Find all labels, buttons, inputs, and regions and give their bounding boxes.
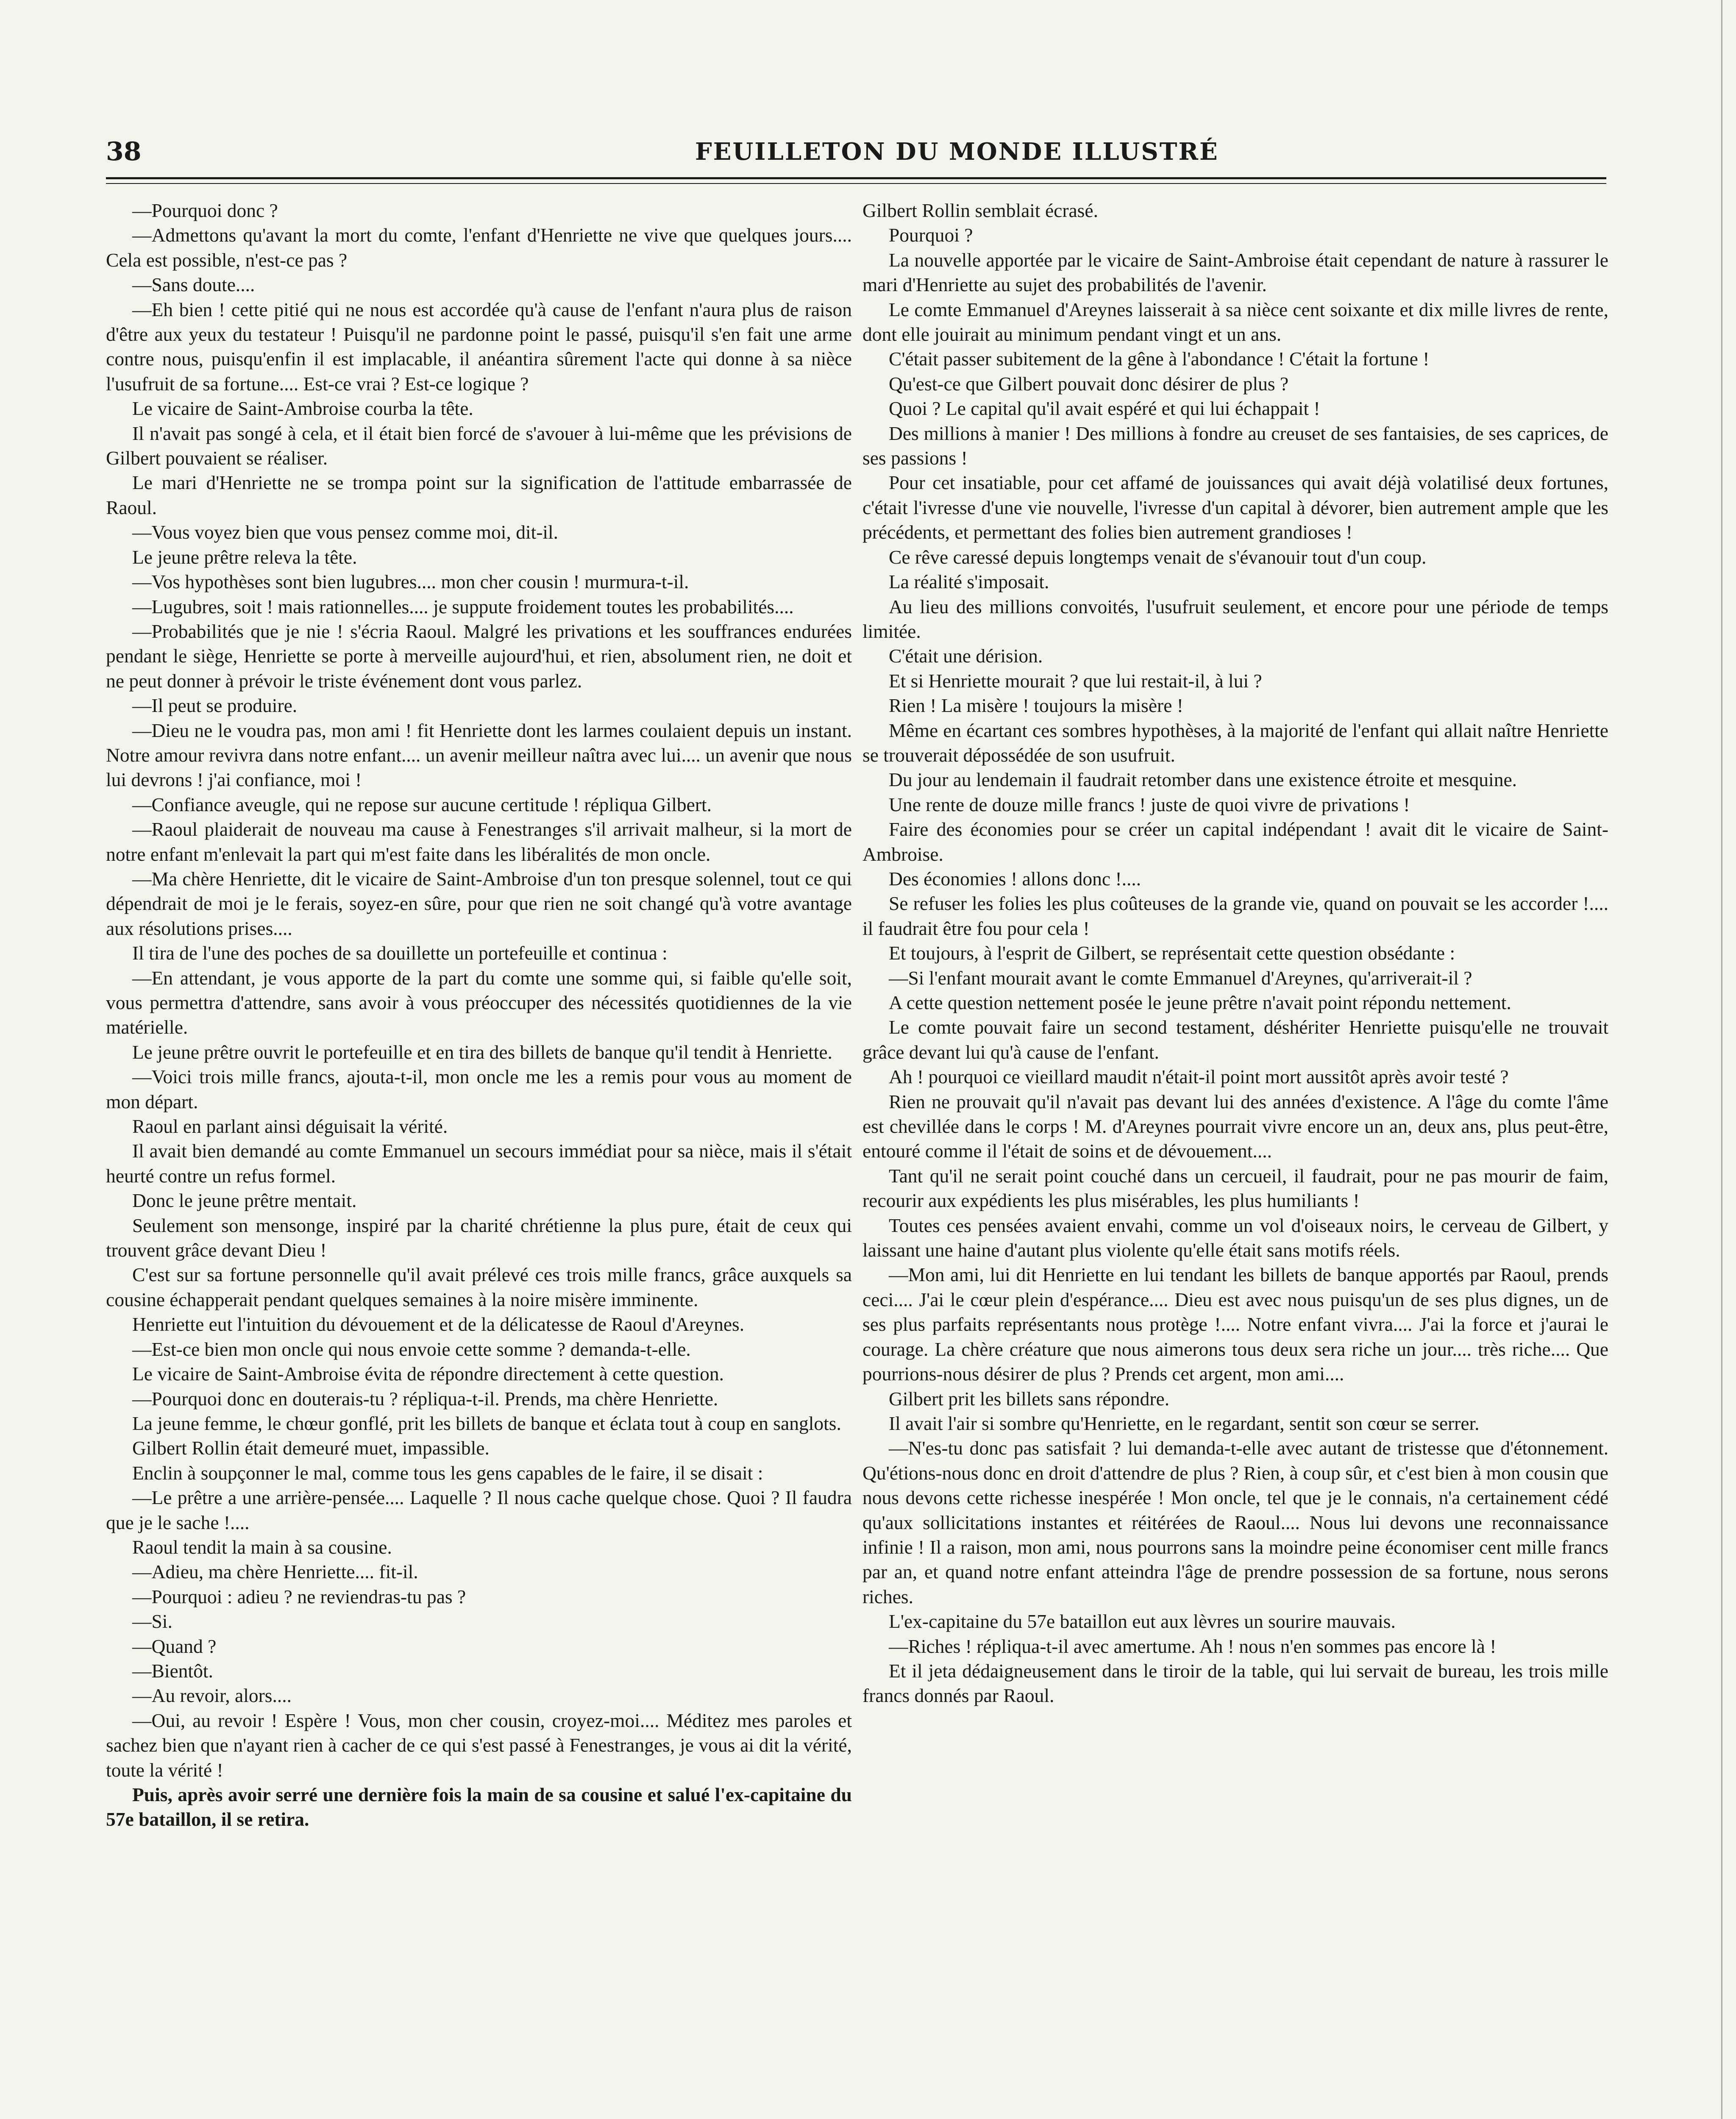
paragraph: —Lugubres, soit ! mais rationnelles.... je suppute froidement toutes les probabilités.... <box>132 595 794 617</box>
header-rule <box>106 177 1606 179</box>
paragraph: Et toujours, à l'esprit de Gilbert, se représentait cette question obsédante : <box>889 942 1455 964</box>
paragraph: Rien ! La misère ! toujours la misère ! <box>889 695 1183 717</box>
paragraph: Une rente de douze mille francs ! juste de quoi vivre de privations ! <box>889 793 1410 815</box>
paragraph: —Pourquoi : adieu ? ne reviendras-tu pas ? <box>132 1585 466 1607</box>
paragraph: C'est sur sa fortune personnelle qu'il avait prélevé ces trois mille francs, grâce auxquels sa cousine échapperait pendant quelques semaines à la noire misère imminente. <box>106 1264 852 1310</box>
paragraph: —Voici trois mille francs, ajouta-t-il, mon oncle me les a remis pour vous au moment de mon départ. <box>106 1066 852 1112</box>
paragraph: —Si. <box>132 1610 172 1632</box>
paragraph: Raoul en parlant ainsi déguisait la vérité. <box>132 1115 448 1137</box>
paragraph: —Mon ami, lui dit Henriette en lui tendant les billets de banque apportés par Raoul, prends ceci.... J'ai le cœur plein d'espérance.... Dieu est avec nous puisqu'un de ses plus dignes, un de ses plus parfaits représentants nous protège !.... Notre enfant vivra.... J'ai la force et j'aurai le courage. La chère créature que nous aimerons tous deux sera riche un jour.... très riche.... Que pourrions-nous désirer de plus ? Prends cet argent, mon ami.... <box>862 1264 1608 1385</box>
paragraph: Même en écartant ces sombres hypothèses, à la majorité de l'enfant qui allait naître Henriette se trouverait dépossédée de son usufruit. <box>862 719 1608 766</box>
paragraph: —Oui, au revoir ! Espère ! Vous, mon cher cousin, croyez-moi.... Méditez mes paroles et sachez bien que n'ayant rien à cacher de ce qui s'est passé à Fenestranges, je vous ai dit la vérité, toute la vérité ! <box>106 1709 852 1781</box>
paragraph: —Riches ! répliqua-t-il avec amertume. Ah ! nous n'en sommes pas encore là ! <box>889 1635 1497 1657</box>
paragraph: Se refuser les folies les plus coûteuses de la grande vie, quand on pouvait se les accorder !.... il faudrait être fou pour cela ! <box>862 893 1608 939</box>
paragraph: —Eh bien ! cette pitié qui ne nous est accordée qu'à cause de l'enfant n'aura plus de raison d'être aux yeux du testateur ! Puisqu'il ne pardonne point le passé, puisqu'il s'en fait une arme contre nous, puisqu'enfin il est implacable, il anéantira sûrement l'acte qui donne à sa nièce l'usufruit de sa fortune.... Est-ce vrai ? Est-ce logique ? <box>106 298 852 395</box>
paragraph: La nouvelle apportée par le vicaire de Saint-Ambroise était cependant de nature à rassurer le mari d'Henriette au sujet des probabilités de l'avenir. <box>862 249 1608 296</box>
paragraph: La jeune femme, le chœur gonflé, prit les billets de banque et éclata tout à coup en sanglots. <box>132 1412 841 1434</box>
paragraph: —Le prêtre a une arrière-pensée.... Laquelle ? Il nous cache quelque chose. Quoi ? Il faudra que je le sache !.... <box>106 1487 852 1533</box>
paragraph: Il avait l'air si sombre qu'Henriette, en le regardant, sentit son cœur se serrer. <box>889 1412 1480 1434</box>
paragraph: —Si l'enfant mourait avant le comte Emmanuel d'Areynes, qu'arriverait-il ? <box>889 967 1472 989</box>
paragraph: —Vous voyez bien que vous pensez comme moi, dit-il. <box>132 521 559 543</box>
paragraph: A cette question nettement posée le jeune prêtre n'avait point répondu nettement. <box>889 992 1511 1013</box>
paragraph: Pour cet insatiable, pour cet affamé de jouissances qui avait déjà volatilisé deux fortunes, c'était l'ivresse d'une vie nouvelle, l'ivresse d'un capital à dévorer, bien autrement ample que les précédents, et permettant des folies bien autrement grandioses ! <box>862 472 1608 543</box>
paragraph: Et il jeta dédaigneusement dans le tiroir de la table, qui lui servait de bureau, les trois mille francs donnés par Raoul. <box>862 1660 1608 1707</box>
paragraph: Le vicaire de Saint-Ambroise courba la tête. <box>132 398 473 420</box>
paragraph: —Raoul plaiderait de nouveau ma cause à Fenestranges s'il arrivait malheur, si la mort de notre enfant m'enlevait la part qui m'est faite dans les libéralités de mon oncle. <box>106 818 852 865</box>
paragraph: Tant qu'il ne serait point couché dans un cercueil, il faudrait, pour ne pas mourir de faim, recourir aux expédients les plus misérables, les plus humiliants ! <box>862 1165 1608 1212</box>
left-column <box>106 198 852 2119</box>
header-rule-thin <box>106 183 1606 184</box>
paragraph: Il avait bien demandé au comte Emmanuel un secours immédiat pour sa nièce, mais il s'était heurté contre un refus formel. <box>106 1140 852 1187</box>
paragraph: Le jeune prêtre ouvrit le portefeuille et en tira des billets de banque qu'il tendit à Henriette. <box>132 1041 832 1063</box>
paragraph: Toutes ces pensées avaient envahi, comme un vol d'oiseaux noirs, le cerveau de Gilbert, y laissant une haine d'autant plus violente qu'elle était sans motifs réels. <box>862 1214 1608 1261</box>
paragraph: L'ex-capitaine du 57e bataillon eut aux lèvres un sourire mauvais. <box>889 1610 1396 1632</box>
paragraph: Le jeune prêtre releva la tête. <box>132 546 357 568</box>
paragraph: Et si Henriette mourait ? que lui restait-il, à lui ? <box>889 670 1262 692</box>
paragraph: —Pourquoi donc ? <box>132 200 278 221</box>
paragraph: —Au revoir, alors.... <box>132 1685 292 1707</box>
paragraph: C'était une dérision. <box>889 645 1043 667</box>
paragraph: —Dieu ne le voudra pas, mon ami ! fit Henriette dont les larmes coulaient depuis un instant. Notre amour revivra dans notre enfant.... un avenir meilleur naîtra avec lui.... un avenir que nous lui devrons ! j'ai confiance, moi ! <box>106 719 852 791</box>
paragraph: —Confiance aveugle, qui ne repose sur aucune certitude ! répliqua Gilbert. <box>132 793 712 815</box>
paragraph: —Vos hypothèses sont bien lugubres.... mon cher cousin ! murmura-t-il. <box>132 571 689 593</box>
paragraph: Il n'avait pas songé à cela, et il était bien forcé de s'avouer à lui-même que les prévisions de Gilbert pouvaient se réaliser. <box>106 422 852 469</box>
paragraph: Raoul tendit la main à sa cousine. <box>132 1536 392 1558</box>
paragraph: —Bientôt. <box>132 1660 213 1682</box>
paragraph: Pourquoi ? <box>889 224 973 246</box>
paragraph: Au lieu des millions convoités, l'usufruit seulement, et encore pour une période de temps limitée. <box>862 595 1608 642</box>
paragraph: Gilbert Rollin semblait écrasé. <box>862 200 1098 221</box>
paragraph: Du jour au lendemain il faudrait retomber dans une existence étroite et mesquine. <box>889 769 1517 791</box>
paragraph: Le vicaire de Saint-Ambroise évita de répondre directement à cette question. <box>132 1363 724 1385</box>
paragraph: —Quand ? <box>132 1635 217 1657</box>
paragraph: —Ma chère Henriette, dit le vicaire de Saint-Ambroise d'un ton presque solennel, tout ce qui dépendrait de moi je le ferais, soyez-en sûre, pour que rien ne soit changé qu'à votre avantage aux résolutions prises.... <box>106 868 852 939</box>
right-column <box>862 198 1608 2119</box>
paragraph: Henriette eut l'intuition du dévouement et de la délicatesse de Raoul d'Areynes. <box>132 1313 745 1335</box>
paragraph: Des millions à manier ! Des millions à fondre au creuset de ses fantaisies, de ses caprices, de ses passions ! <box>862 422 1608 469</box>
page-edge-mark <box>1721 0 1732 2119</box>
paragraph: —Est-ce bien mon oncle qui nous envoie cette somme ? demanda-t-elle. <box>132 1338 691 1360</box>
paragraph: Donc le jeune prêtre mentait. <box>132 1190 357 1212</box>
paragraph: —Sans doute.... <box>132 274 255 296</box>
paragraph: —N'es-tu donc pas satisfait ? lui demanda-t-elle avec autant de tristesse que d'étonnement. Qu'étions-nous donc en droit d'attendre de plus ? Rien, à coup sûr, et c'est bien à mon cousin que nous devons cette richesse inespérée ! Mon oncle, tel que je le connais, n'a certainement cédé qu'aux sollicitations instantes et réitérées de Raoul.... Nous lui devons une reconnaissance infinie ! Il a raison, mon ami, nous pourrons sans la moindre peine économiser cent mille francs par an, et quand notre enfant atteindra l'âge de prendre possession de sa fortune, nous serons riches. <box>862 1437 1608 1607</box>
paragraph: Ah ! pourquoi ce vieillard maudit n'était-il point mort aussitôt après avoir testé ? <box>889 1066 1509 1088</box>
paragraph: —Probabilités que je nie ! s'écria Raoul. Malgré les privations et les souffrances endurées pendant le siège, Henriette se porte à merveille aujourd'hui, et rien, absolument rien, ne doit et ne peut donner à prévoir le triste événement dont vous parlez. <box>106 620 852 692</box>
running-title: FEUILLETON DU MONDE ILLUSTRÉ <box>695 138 1219 166</box>
paragraph: —Pourquoi donc en douterais-tu ? répliqua-t-il. Prends, ma chère Henriette. <box>132 1388 718 1410</box>
paragraph: Gilbert prit les billets sans répondre. <box>889 1388 1170 1410</box>
paragraph: Enclin à soupçonner le mal, comme tous les gens capables de le faire, il se disait : <box>132 1462 763 1484</box>
paragraph: —En attendant, je vous apporte de la part du comte une somme qui, si faible qu'elle soit, vous permettra d'attendre, sans avoir à vous préoccuper des nécessités quotidiennes de la vie matérielle. <box>106 967 852 1038</box>
paragraph: Quoi ? Le capital qu'il avait espéré et qui lui échappait ! <box>889 398 1320 420</box>
paragraph: Rien ne prouvait qu'il n'avait pas devant lui des années d'existence. A l'âge du comte l'âme est chevillée dans le corps ! M. d'Areynes pourrait vivre encore un an, deux ans, plus peut-être, entouré comme il l'était de soins et de dévouement.... <box>862 1090 1608 1162</box>
paragraph: —Adieu, ma chère Henriette.... fit-il. <box>132 1561 418 1583</box>
paragraph: Le comte pouvait faire un second testament, déshériter Henriette puisqu'elle ne trouvait grâce devant lui qu'à cause de l'enfant. <box>862 1016 1608 1063</box>
paragraph: Qu'est-ce que Gilbert pouvait donc désirer de plus ? <box>889 373 1289 395</box>
paragraph: —Il peut se produire. <box>132 695 298 717</box>
page-number: 38 <box>106 137 142 167</box>
paragraph: Ce rêve caressé depuis longtemps venait de s'évanouir tout d'un coup. <box>889 546 1427 568</box>
paragraph: Seulement son mensonge, inspiré par la charité chrétienne la plus pure, était de ceux qui trouvent grâce devant Dieu ! <box>106 1214 852 1261</box>
paragraph: Le mari d'Henriette ne se trompa point sur la signification de l'attitude embarrassée de Raoul. <box>106 472 852 518</box>
paragraph: —Admettons qu'avant la mort du comte, l'enfant d'Henriette ne vive que quelques jours.... Cela est possible, n'est-ce pas ? <box>106 224 852 271</box>
paragraph: Il tira de l'une des poches de sa douillette un portefeuille et continua : <box>132 942 668 964</box>
paragraph: La réalité s'imposait. <box>889 571 1049 593</box>
paragraph: Des économies ! allons donc !.... <box>889 868 1141 890</box>
page-header <box>106 135 1606 169</box>
paragraph: Puis, après avoir serré une dernière fois la main de sa cousine et salué l'ex-capitaine du 57e bataillon, il se retira. <box>106 1784 852 1830</box>
paragraph: Gilbert Rollin était demeuré muet, impassible. <box>132 1437 490 1459</box>
paragraph: Le comte Emmanuel d'Areynes laisserait à sa nièce cent soixante et dix mille livres de rente, dont elle jouirait au minimum pendant vingt et un ans. <box>862 298 1608 345</box>
paragraph: C'était passer subitement de la gêne à l'abondance ! C'était la fortune ! <box>889 348 1430 370</box>
paragraph: Faire des économies pour se créer un capital indépendant ! avait dit le vicaire de Saint-Ambroise. <box>862 818 1608 865</box>
